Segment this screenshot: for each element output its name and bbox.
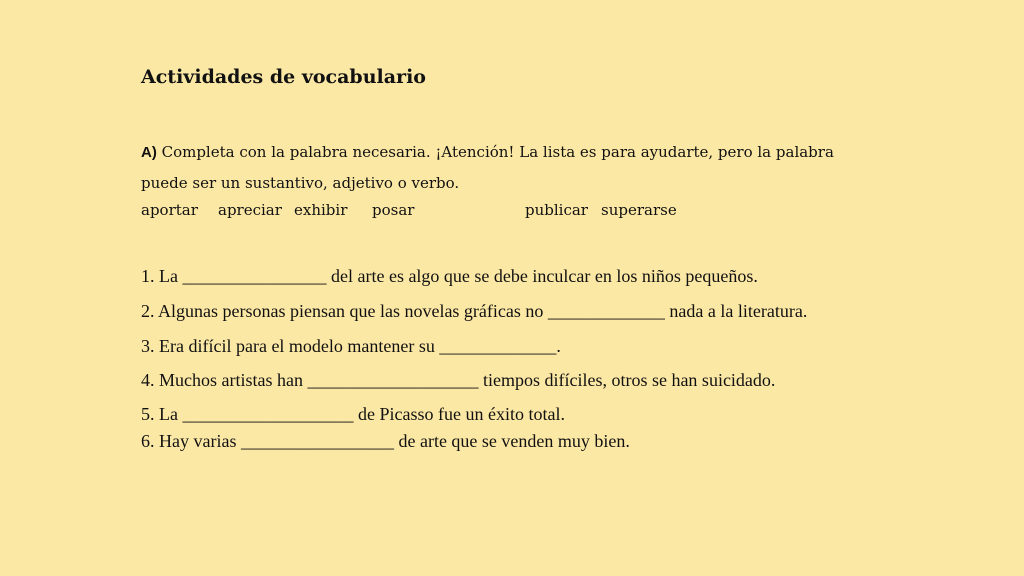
exercise-sentence-6: 6. Hay varias _________________ de arte que se venden muy bien.	[141, 431, 630, 451]
exercise-sentence-2: 2. Algunas personas piensan que las novelas gráficas no _____________ nada a la literatura.	[141, 301, 808, 321]
exercise-sentence-1: 1. La ________________ del arte es algo que se debe inculcar en los niños pequeños.	[141, 266, 758, 286]
word-bank	[0, 201, 1024, 225]
exercise-sentence-3: 3. Era difícil para el modelo mantener su _____________.	[141, 336, 561, 356]
instructions-label: A)	[141, 144, 157, 161]
word-bank-item: posar	[372, 201, 415, 219]
word-bank-item: publicar	[525, 201, 588, 219]
word-bank-item: exhibir	[294, 201, 348, 219]
word-bank-item: aportar	[141, 201, 198, 219]
instructions-text: Completa con la palabra necesaria. ¡Atención! La lista es para ayudarte, pero la palabra puede ser un sustantivo, adjetivo o verbo.	[141, 143, 834, 192]
word-bank-item: apreciar	[218, 201, 282, 219]
page-title: Actividades de vocabulario	[141, 66, 426, 88]
exercise-sentence-4: 4. Muchos artistas han ___________________ tiempos difíciles, otros se han suicidado.	[141, 370, 776, 390]
word-bank-item: superarse	[601, 201, 677, 219]
instructions	[141, 137, 861, 199]
exercise-sentence-5: 5. La ___________________ de Picasso fue un éxito total.	[141, 404, 565, 424]
